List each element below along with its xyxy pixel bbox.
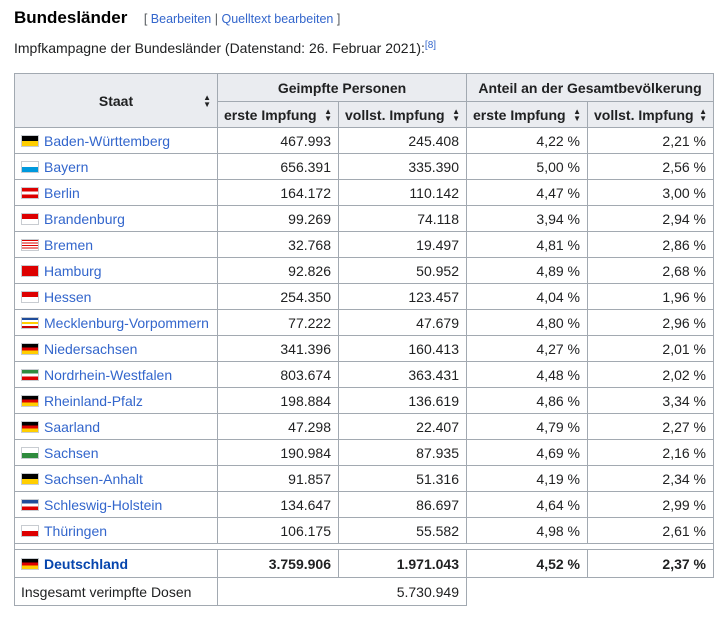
table-row xyxy=(15,206,714,232)
state-link[interactable]: Deutschland xyxy=(44,555,129,572)
state-cell xyxy=(15,206,218,232)
state-cell xyxy=(15,128,218,154)
first-dose-pct-cell: 5,00 % xyxy=(467,154,588,180)
edit-separator: | xyxy=(214,12,218,26)
column-header-full-label: vollst. Impfung xyxy=(345,106,445,123)
first-dose-pct-cell: 4,19 % xyxy=(467,466,588,492)
first-dose-cell: 467.993 xyxy=(218,128,339,154)
first-dose-pct-cell: 4,80 % xyxy=(467,310,588,336)
full-dose-pct-cell: 2,01 % xyxy=(588,336,714,362)
full-dose-cell: 87.935 xyxy=(339,440,467,466)
first-dose-pct-cell: 4,27 % xyxy=(467,336,588,362)
table-row xyxy=(15,128,714,154)
full-dose-cell: 19.497 xyxy=(339,232,467,258)
state-cell xyxy=(15,154,218,180)
first-dose-cell: 803.674 xyxy=(218,362,339,388)
full-dose-pct-cell: 2,99 % xyxy=(588,492,714,518)
full-dose-cell: 1.971.043 xyxy=(339,550,467,578)
brandenburg-flag-icon xyxy=(21,213,39,225)
table-body xyxy=(15,128,714,606)
thueringen-flag-icon xyxy=(21,525,39,537)
first-dose-pct-cell: 4,86 % xyxy=(467,388,588,414)
first-dose-cell: 32.768 xyxy=(218,232,339,258)
first-dose-cell: 134.647 xyxy=(218,492,339,518)
column-header-full[interactable] xyxy=(339,102,467,128)
full-dose-pct-cell: 2,94 % xyxy=(588,206,714,232)
saarland-flag-icon xyxy=(21,421,39,433)
table-row xyxy=(15,336,714,362)
full-dose-pct-cell: 2,96 % xyxy=(588,310,714,336)
full-dose-cell: 47.679 xyxy=(339,310,467,336)
table-row xyxy=(15,362,714,388)
first-dose-pct-cell: 3,94 % xyxy=(467,206,588,232)
full-dose-cell: 74.118 xyxy=(339,206,467,232)
full-dose-pct-cell: 2,16 % xyxy=(588,440,714,466)
full-dose-cell: 110.142 xyxy=(339,180,467,206)
state-link[interactable]: Sachsen-Anhalt xyxy=(44,470,143,487)
first-dose-pct-cell: 4,48 % xyxy=(467,362,588,388)
full-dose-pct-cell: 2,02 % xyxy=(588,362,714,388)
table-row xyxy=(15,180,714,206)
edit-bracket-close: ] xyxy=(336,12,341,26)
state-link[interactable]: Mecklenburg-Vorpommern xyxy=(44,314,209,331)
state-cell xyxy=(15,440,218,466)
column-group-share: Anteil an der Gesamtbevölkerung xyxy=(467,74,714,102)
state-link[interactable]: Hamburg xyxy=(44,262,102,279)
state-link[interactable]: Bayern xyxy=(44,158,89,175)
full-dose-pct-cell: 2,68 % xyxy=(588,258,714,284)
vaccination-table xyxy=(14,73,714,606)
full-dose-pct-cell: 2,34 % xyxy=(588,466,714,492)
full-dose-cell: 335.390 xyxy=(339,154,467,180)
doses-value-cell: 5.730.949 xyxy=(218,578,467,606)
hamburg-flag-icon xyxy=(21,265,39,277)
column-header-first[interactable] xyxy=(218,102,339,128)
section-title: Bundesländer xyxy=(14,8,128,27)
full-dose-pct-cell: 2,37 % xyxy=(588,550,714,578)
state-cell xyxy=(15,232,218,258)
first-dose-pct-cell: 4,47 % xyxy=(467,180,588,206)
sachsen-flag-icon xyxy=(21,447,39,459)
state-link[interactable]: Sachsen xyxy=(44,444,99,461)
state-cell xyxy=(15,362,218,388)
table-row xyxy=(15,258,714,284)
full-dose-pct-cell: 1,96 % xyxy=(588,284,714,310)
total-row xyxy=(15,550,714,578)
sort-icon[interactable]: ▲ ▼ xyxy=(452,106,460,123)
state-cell xyxy=(15,336,218,362)
column-header-full-pct[interactable] xyxy=(588,102,714,128)
state-link[interactable]: Hessen xyxy=(44,288,92,305)
first-dose-cell: 77.222 xyxy=(218,310,339,336)
full-dose-pct-cell: 2,56 % xyxy=(588,154,714,180)
state-cell xyxy=(15,492,218,518)
state-link[interactable]: Thüringen xyxy=(44,522,108,539)
full-dose-cell: 160.413 xyxy=(339,336,467,362)
full-dose-cell: 86.697 xyxy=(339,492,467,518)
full-dose-cell: 123.457 xyxy=(339,284,467,310)
state-link[interactable]: Rheinland-Pfalz xyxy=(44,392,143,409)
column-header-first-pct-label: erste Impfung xyxy=(473,106,566,123)
first-dose-pct-cell: 4,81 % xyxy=(467,232,588,258)
state-cell xyxy=(15,466,218,492)
state-cell xyxy=(15,180,218,206)
table-row xyxy=(15,388,714,414)
state-cell xyxy=(15,284,218,310)
edit-link[interactable]: Bearbeiten xyxy=(150,12,212,26)
full-dose-pct-cell: 2,21 % xyxy=(588,128,714,154)
first-dose-cell: 106.175 xyxy=(218,518,339,544)
sort-icon[interactable]: ▲ ▼ xyxy=(699,106,707,123)
first-dose-pct-cell: 4,79 % xyxy=(467,414,588,440)
rheinland-pfalz-flag-icon xyxy=(21,395,39,407)
column-header-first-label: erste Impfung xyxy=(224,106,317,123)
state-cell xyxy=(15,550,218,578)
sachsen-anhalt-flag-icon xyxy=(21,473,39,485)
first-dose-pct-cell: 4,64 % xyxy=(467,492,588,518)
column-group-vaccinated: Geimpfte Personen xyxy=(218,74,467,102)
state-link[interactable]: Schleswig-Holstein xyxy=(44,496,163,513)
first-dose-cell: 91.857 xyxy=(218,466,339,492)
caption-text: Impfkampagne der Bundesländer (Datenstand: 26. Februar 2021): xyxy=(14,40,425,56)
column-header-full-pct-label: vollst. Impfung xyxy=(594,106,694,123)
first-dose-cell: 164.172 xyxy=(218,180,339,206)
section-heading xyxy=(14,8,340,28)
table-row xyxy=(15,466,714,492)
sort-icon[interactable]: ▲ ▼ xyxy=(324,106,332,123)
doses-row xyxy=(15,578,714,606)
schleswig-holstein-flag-icon xyxy=(21,499,39,511)
table-row xyxy=(15,232,714,258)
first-dose-pct-cell: 4,89 % xyxy=(467,258,588,284)
column-header-first-pct[interactable] xyxy=(467,102,588,128)
table-row xyxy=(15,414,714,440)
full-dose-pct-cell: 2,61 % xyxy=(588,518,714,544)
first-dose-cell: 198.884 xyxy=(218,388,339,414)
column-header-state-label: Staat xyxy=(98,92,134,109)
state-link[interactable]: Baden-Württemberg xyxy=(44,132,171,149)
full-dose-cell: 55.582 xyxy=(339,518,467,544)
full-dose-pct-cell: 3,34 % xyxy=(588,388,714,414)
first-dose-cell: 47.298 xyxy=(218,414,339,440)
first-dose-cell: 656.391 xyxy=(218,154,339,180)
state-link[interactable]: Niedersachsen xyxy=(44,340,138,357)
first-dose-cell: 190.984 xyxy=(218,440,339,466)
nordrhein-westfalen-flag-icon xyxy=(21,369,39,381)
edit-section-links xyxy=(144,12,341,26)
berlin-flag-icon xyxy=(21,187,39,199)
table-row xyxy=(15,440,714,466)
sort-icon[interactable]: ▲ ▼ xyxy=(573,106,581,123)
state-cell xyxy=(15,414,218,440)
hessen-flag-icon xyxy=(21,291,39,303)
state-cell xyxy=(15,310,218,336)
table-row xyxy=(15,154,714,180)
first-dose-pct-cell: 4,04 % xyxy=(467,284,588,310)
niedersachsen-flag-icon xyxy=(21,343,39,355)
full-dose-pct-cell: 2,86 % xyxy=(588,232,714,258)
table-row xyxy=(15,284,714,310)
first-dose-pct-cell: 4,98 % xyxy=(467,518,588,544)
state-cell xyxy=(15,518,218,544)
state-link[interactable]: Saarland xyxy=(44,418,101,435)
footnote-link[interactable]: [8] xyxy=(424,40,437,51)
state-link[interactable]: Nordrhein-Westfalen xyxy=(44,366,173,383)
full-dose-cell: 50.952 xyxy=(339,258,467,284)
full-dose-pct-cell: 2,27 % xyxy=(588,414,714,440)
sort-icon[interactable]: ▲ ▼ xyxy=(203,92,211,109)
full-dose-cell: 136.619 xyxy=(339,388,467,414)
first-dose-cell: 99.269 xyxy=(218,206,339,232)
first-dose-cell: 254.350 xyxy=(218,284,339,310)
state-cell xyxy=(15,258,218,284)
first-dose-cell: 341.396 xyxy=(218,336,339,362)
first-dose-pct-cell: 4,69 % xyxy=(467,440,588,466)
doses-label-cell: Insgesamt verimpfte Dosen xyxy=(15,578,218,606)
bremen-flag-icon xyxy=(21,239,39,251)
state-cell xyxy=(15,388,218,414)
edit-source-link[interactable]: Quelltext bearbeiten xyxy=(221,12,334,26)
footnote-ref xyxy=(425,40,436,51)
state-link[interactable]: Berlin xyxy=(44,184,80,201)
mecklenburg-vorpommern-flag-icon xyxy=(21,317,39,329)
table-row xyxy=(15,492,714,518)
full-dose-cell: 51.316 xyxy=(339,466,467,492)
table-caption xyxy=(14,40,436,56)
state-link[interactable]: Bremen xyxy=(44,236,94,253)
full-dose-cell: 363.431 xyxy=(339,362,467,388)
table-row xyxy=(15,518,714,544)
table-row xyxy=(15,310,714,336)
full-dose-cell: 22.407 xyxy=(339,414,467,440)
state-link[interactable]: Brandenburg xyxy=(44,210,125,227)
full-dose-cell: 245.408 xyxy=(339,128,467,154)
first-dose-pct-cell: 4,52 % xyxy=(467,550,588,578)
full-dose-pct-cell: 3,00 % xyxy=(588,180,714,206)
first-dose-pct-cell: 4,22 % xyxy=(467,128,588,154)
bayern-flag-icon xyxy=(21,161,39,173)
deutschland-flag-icon xyxy=(21,558,39,570)
column-header-state[interactable] xyxy=(15,74,218,128)
baden-wuerttemberg-flag-icon xyxy=(21,135,39,147)
edit-bracket-open: [ xyxy=(143,12,148,26)
first-dose-cell: 92.826 xyxy=(218,258,339,284)
first-dose-cell: 3.759.906 xyxy=(218,550,339,578)
